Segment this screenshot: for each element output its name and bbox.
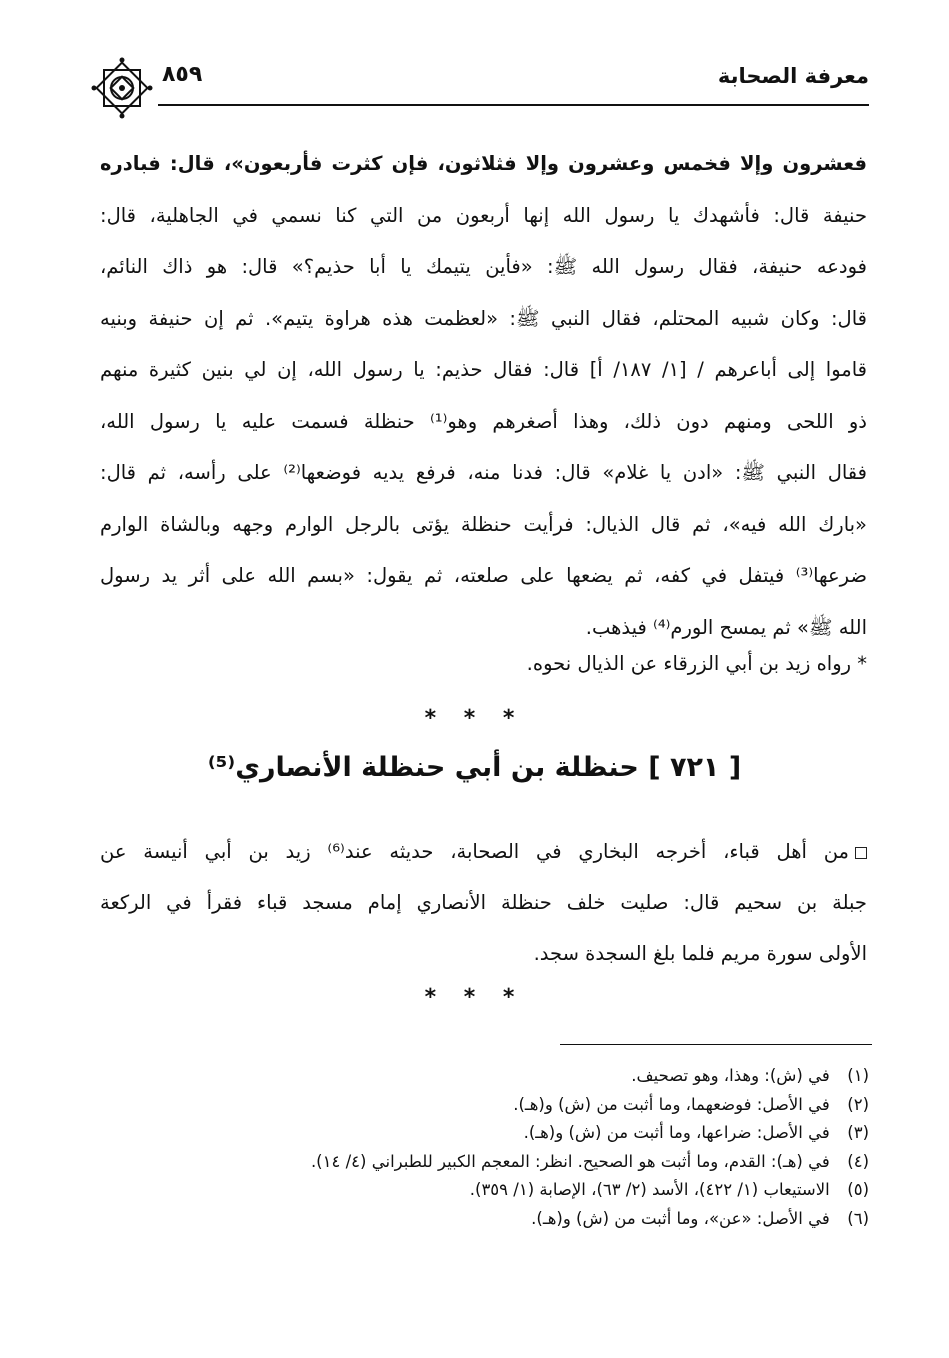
text-line: الله ﷺ» ثم يمسح الورم⁽⁴⁾ فيذهب. [585,615,867,639]
entry-text [100,826,867,979]
footnote [100,1091,869,1120]
footnote-number: (٤) [847,1151,869,1171]
footnote-number: (٢) [847,1094,869,1114]
footnote [100,1062,869,1091]
entry-line-text: من أهل قباء، أخرجه البخاري في الصحابة، حديثه عند⁽⁶⁾ زيد بن أبي أنيسة عن [100,840,850,863]
running-title: معرفة الصحابة [717,64,869,88]
footnote [100,1148,869,1177]
text-line: قاموا إلى أباعرهم / [١/ ١٨٧/ أ] قال: فقال حذيم: يا رسول الله، إن لي بنين كثيرة منهم [100,358,867,381]
section-separator: * * * [424,706,525,731]
square-bullet-icon [855,847,867,859]
footnote [100,1205,869,1234]
entry-line: جبلة بن سحيم قال: صليت خلف حنظلة الأنصاري إمام مسجد قباء فقرأ في الركعة [100,891,867,914]
text-line: «بارك الله فيه»، ثم قال الذيال: فرأيت حنظلة يؤتى بالرجل الوارم وجهه وبالشاة الوارم [100,512,867,536]
page-header [90,56,869,116]
page-number: ٨٥٩ [162,62,203,87]
text-line: حنيفة قال: فأشهدك يا رسول الله إنها أربعون من التي كنا نسمي في الجاهلية، قال: [100,203,867,227]
octagram-rosette-icon [90,56,154,120]
footnote-text: في الأصل: فوضعهما، وما أثبت من (ش) و(هـ). [513,1094,830,1114]
text-line: قال: وكان شبيه المحتلم، فقال النبي ﷺ: «لعظمت هذه هراوة يتيم». ثم إن حنيفة وبنيه [100,306,867,330]
footnote-text: في (هـ): القدم، وما أثبت هو الصحيح. انظر: المعجم الكبير للطبراني (٤/ ١٤). [310,1151,830,1171]
footnote-number: (٣) [847,1123,869,1142]
text-line: ذو اللحى ومنهم دون ذلك، وهذا أصغرهم وهو⁽¹⁾ حنظلة فسمت عليه يا رسول الله، [100,409,867,433]
entry-heading: [ ٧٢١ ] حنظلة بن أبي حنظلة الأنصاري⁽⁵⁾ [207,752,742,783]
footnote-text: في (ش): وهذا، وهو تصحيف. [631,1066,830,1085]
footnote-text: الاستيعاب (١/ ٤٢٢)، الأسد (٢/ ٦٣)، الإصابة (١/ ٣٥٩). [469,1180,830,1199]
footnote-text: في الأصل: ضراعها، وما أثبت من (ش) و(هـ). [523,1123,830,1142]
text-line: فودعه حنيفة، فقال رسول الله ﷺ: «فأين يتيمك يا أبا حذيم؟» قال: هو ذاك النائم، [100,255,867,278]
entry-line: الأولى سورة مريم فلما بلغ السجدة سجد. [533,942,867,965]
footnote-number: (٦) [847,1208,869,1228]
header-rule [158,104,869,106]
footnote-number: (١) [847,1066,869,1085]
footnote [100,1119,869,1148]
footnote [100,1176,869,1205]
narration-note: * رواه زيد بن أبي الزرقاء عن الذيال نحوه. [526,652,867,675]
footnote-text: في الأصل: «عن»، وما أثبت من (ش) و(هـ). [531,1208,830,1228]
section-separator: * * * [424,985,525,1010]
main-text [100,138,867,653]
entry-line [100,826,867,877]
footnote-rule [560,1044,872,1045]
footnote-number: (٥) [847,1180,869,1199]
footnotes [100,1062,869,1233]
text-line: فقال النبي ﷺ: «ادن يا غلام» قال: فدنا منه، فرفع يديه فوضعها⁽²⁾ على رأسه، ثم قال: [100,461,867,484]
text-line: فعشرون وإلا فخمس وعشرون وإلا فثلاثون، فإن كثرت فأربعون»، قال: فبادره [100,152,867,175]
text-line: ضرعها⁽³⁾ فيتفل في كفه، ثم يضعها على صلعته، ثم يقول: «بسم الله على أثر يد رسول [100,564,867,587]
